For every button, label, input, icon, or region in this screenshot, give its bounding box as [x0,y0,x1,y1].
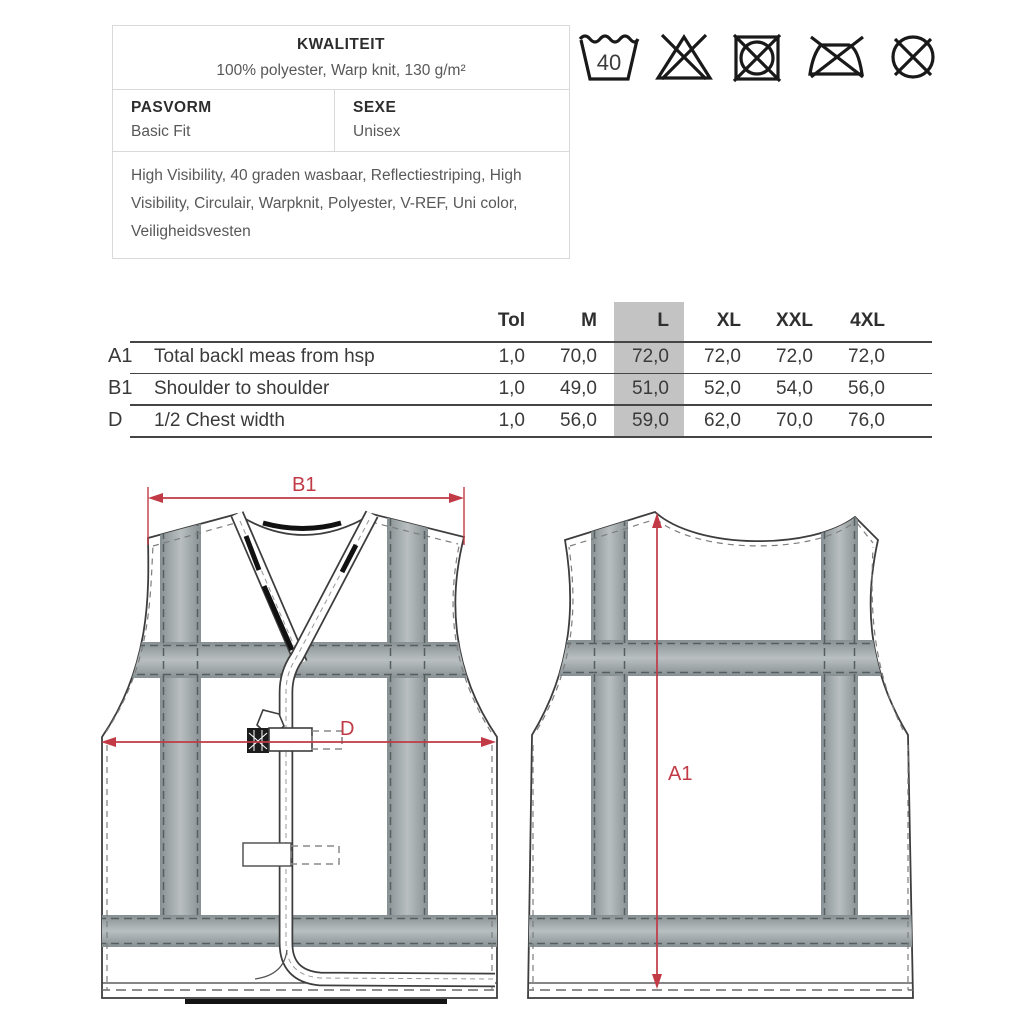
collar-label [263,523,341,529]
cell-value: 56,0 [848,378,885,399]
fit-label: PASVORM [131,99,212,116]
back-bottom-reflective-stripe [520,915,920,947]
cell-value: 59,0 [632,410,669,431]
col-tol: Tol [497,310,525,331]
cell-value: 76,0 [848,410,885,431]
back-chest-reflective-stripe [520,640,920,676]
row-name: 1/2 Chest width [154,410,285,431]
cell-value: 54,0 [776,378,813,399]
cell-value: 72,0 [704,346,741,367]
front-right-reflective-stripe [387,500,428,915]
do-not-iron-icon [805,30,867,84]
do-not-tumble-dry-icon [729,30,785,84]
cell-value: 72,0 [776,346,813,367]
gender-value: Unisex [353,123,401,140]
col-l: L [657,310,669,331]
quality-section [113,26,569,90]
col-xl: XL [716,310,741,331]
cell-value: 51,0 [632,378,669,399]
cell-value: 49,0 [560,378,597,399]
svg-text:40: 40 [596,50,622,75]
cell-value: 70,0 [560,346,597,367]
front-hem-shadow [185,999,447,1004]
table-rule [130,436,932,438]
table-row [108,409,908,432]
product-info-table [112,25,570,259]
do-not-dry-clean-icon [885,30,941,84]
table-row [108,377,908,400]
cell-value: 70,0 [776,410,813,431]
back-left-reflective-stripe [591,500,628,915]
front-bottom-reflective-stripe [95,915,505,947]
table-rule [130,404,932,406]
cell-value: 52,0 [704,378,741,399]
wash-40-icon [577,30,641,84]
table-row [108,345,908,368]
fit-cell [113,90,335,151]
description-text: High Visibility, 40 graden wasbaar, Reflectiestriping, High Visibility, Circulair, Warpknit, Polyester, V-REF, Uni color, Veiligheidsvesten [131,167,522,240]
gender-cell [335,90,569,151]
a1-label: A1 [668,763,693,785]
back-vest-diagram [520,500,920,998]
cell-value: 1,0 [498,378,525,399]
cell-value: 72,0 [848,346,885,367]
col-4xl: 4XL [850,310,885,331]
cell-value: 1,0 [498,346,525,367]
cell-value: 72,0 [632,346,669,367]
quality-header: KWALITEIT [296,36,386,53]
front-vest-diagram [95,474,505,1004]
front-left-reflective-stripe [160,500,201,915]
row-name: Shoulder to shoulder [154,378,330,399]
row-code: A1 [108,345,133,367]
gender-label: SEXE [353,99,397,116]
cell-value: 56,0 [560,410,597,431]
col-m: M [581,310,597,331]
table-rule [130,341,932,343]
fit-value: Basic Fit [131,123,191,140]
fit-gender-section [113,90,569,152]
cell-value: 1,0 [498,410,525,431]
col-xxl: XXL [776,310,813,331]
d-label: D [340,718,355,740]
vest-technical-drawing [0,470,1024,1024]
size-table-header-row [108,310,908,332]
table-rule [130,373,932,375]
care-symbols-row [577,30,941,84]
back-right-reflective-stripe [821,500,858,915]
row-code: B1 [108,377,133,399]
do-not-bleach-icon [654,30,714,84]
size-measurement-table [0,300,1024,445]
cell-value: 62,0 [704,410,741,431]
b1-label: B1 [292,474,317,496]
quality-value: 100% polyester, Warp knit, 130 g/m² [216,62,466,79]
closure-tab [269,728,312,751]
row-name: Total backl meas from hsp [154,346,375,367]
row-code: D [108,409,123,431]
